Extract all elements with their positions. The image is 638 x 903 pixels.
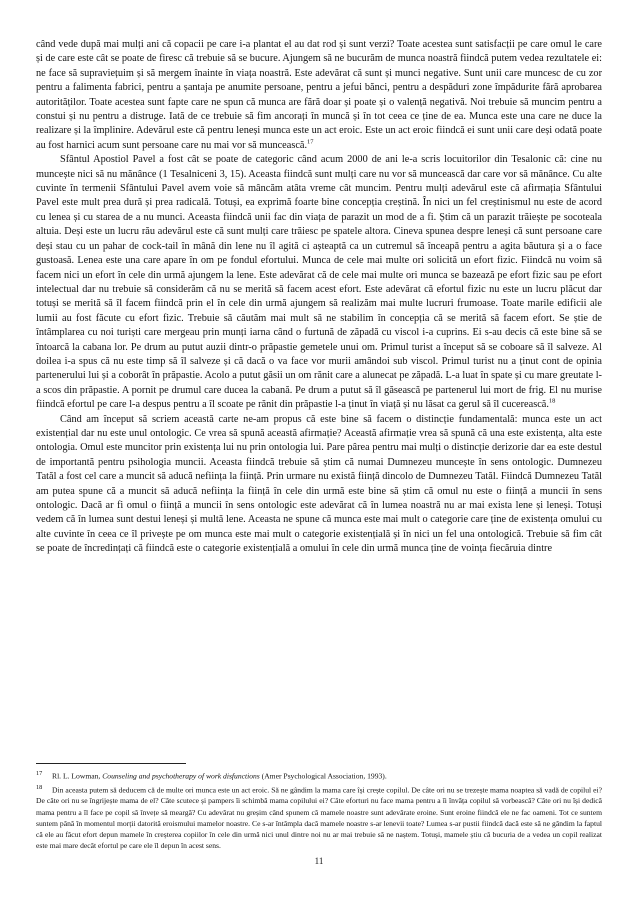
paragraph-1: când vede după mai mulți ani că copacii pe care i-a plantat el au dat rod și sunt verzi? Toate acestea sunt satisfacții pe care omul le care și de care este cât se poate de firesc că trebuie să se bucure. Ajungem să ne bucurăm de munca noastră fiindcă putem vedea rezultatele ei: ne face să supraviețuim și să mergem înainte în viața noastră. Este adevărat că sunt și munci negative. Sunt unii care muncesc de cu zor pentru a falimenta fabrici, pentru a șantaja pe anumite persoane, pentru a jefui bănci, pentru a despăduri zone împădurite fără aprobarea autorităților. Toate acestea sunt fapte care ne spun că munca are fără doar și poate și o valență negativă. Noi trebuie să muncim pentru a constui și nu pentru a distruge. Iată de ce trebuie să fim ancorați în muncă și în tot ceea ce ține de ea. Munca este una care ne duce la realizare și la împlinire. Adevărul este că pentru leneși munca este un act eroic. Este un act eroic fiindcă ei sunt unii care deși odată poate au fost harnici acum sunt persoane care nu mai vor să muncească.$^{17}$ bbox=[36, 39, 602, 151]
paragraph-3: Când am început să scriem această carte ne-am propus că este bine să facem o distincție fundamentală: munca este un act existențial dar nu este unul ontologic. Ce vrea să spună această afirmație? Această afirmație vrea să spună că una este existența, alta este ontologia. Omul este muncitor prin existența lui nu prin ontologia lui. Pare pârea pentru mai mulți o distincție derizorie dar ea este destul de importantă pentru psihologia muncii. Aceasta fiindcă trebuie să știm că numai Dumnezeu muncește în sens ontologic. Dumnezeu Tatăl a fost cel care a muncit să aducă neființa la ființă. Prin urmare nu există ființă dincolo de Dumnezeu Tatăl. Fiindcă Dumnezeu Tatăl am putea spune că a muncit să aducă neființa la ființă în cele din urmă este bine să știm că omul nu este o ființă a muncii în sens ontologic. Dacă ar fi omul o ființă a muncii în sens ontologic este adevărat că în lumea noastră nu ar mai exista lene și leneși. Totuși vedem că în lumea sunt destui leneși și multă lene. Aceasta ne spune că munca este mai mult o categorie care ține de existența omului cu alte cuvinte în ceea ce îl privește pe om munca este mai mult o categorie existențială și în nici un fel una ontologică. Trebuie să fim cât se poate de încredințați că fiindcă este o categorie existențială a omului în cele din urmă munca ține de voința fiecăruia dintre bbox=[36, 413, 602, 555]
footnote-18: $^{18}$ Din aceasta putem să deducem că de multe ori munca este un act eroic. Să ne gândim la mama care își crește copilul. De câte ori nu se trezește mama noaptea să vadă de copilul ei? De câte ori nu se îngrijește mama de el? Câte scutece și pampers îi schimbă mama copilului ei? Câte eforturi nu face mama pentru a îi învăța copilul să vorbească? Câte ori nu își dedică mama pentru a îl face pe copil să învețe să meargă? Cu adevărat nu greșim când spunem că mamele noastre sunt adevărate eroine. Sunt eroine fiindcă ele ne fac oameni. Tot ce suntem suntem până în momentul morții datorită eroismului mamelor noastre. Ce s-ar întâmpla dacă mamele noastre s-ar lenevii toate? Lumea s-ar pustii fiindcă dacă este să ne gândim la faptul că ele au făcut efort depun mamele în creșterea copiilor în cele din urmă nici unul dintre noi nu ar mai trebuie să ne naștem. Totuși, mamele știu că bucuria de a vedea un copil realizat este mai mare decât efortul pe care ele îl depun în acest sens. bbox=[36, 783, 602, 851]
footnotes bbox=[36, 768, 602, 851]
page-number: 11 bbox=[314, 856, 324, 866]
footnote-book-title: Counseling and psychotherapy of work disfunctions bbox=[102, 771, 260, 781]
footnote-17: $^{17}$ Rl. L. Lowman, Counseling and psychotherapy of work disfunctions (Amer Psychological Association, 1993). bbox=[36, 770, 387, 781]
footnote-number: 17 bbox=[36, 770, 43, 777]
footnote-separator bbox=[36, 763, 186, 764]
footnote-ref-17[interactable]: 17 bbox=[307, 138, 314, 146]
main-text bbox=[36, 38, 602, 557]
paragraph-2: Sfântul Apostiol Pavel a fost cât se poate de categoric când acum 2000 de ani le-a scris locuitorilor din Tesalonic că: cine nu muncește nici să nu mănânce (1 Tesalniceni 3, 15). Aceasta fiindcă sunt mulți care nu vor să muncească dar care vor să mănânce. Cu alte cuvinte în termenii Sfântului Pavel avem voie să mâncăm atâta vreme cât muncim. Pentru mulți adevărul este că afirmația Sfântului Pavel este mult prea dură și prea radicală. Totuși, ea exprimă foarte bine concepția creștină. În nici un fel creștinismul nu este de acord cu lenea și cu starea de a nu munci. Aceasta fiindcă unii fac din viața de parazit un mod de a fi. Știm că un parazit trăiește pe socoteala altuia. Deși este un lucru rău adevărul este că sunt mulți care trăiesc pe spatele altora. Cineva spunea despre leneși că sunt persoane care deși stau cu un pahar de cock-tail în mână din lene nu îl agită ci așteaptă ca un cutremul să înceapă pentru a agita băutura și a o face gustoasă. Lenea este una care apare în om pe fondul efortului. Munca de cele mai multe ori solicită un efort fizic. Fiindcă nu voim să facem nici un efort în cele din urmă ajungem la lene. Este adevărat că de cele mai multe ori munca se bazează pe efort fizic sau pe efort intelectual dar nu trebuie să considerăm că nu se merită să facem acest efort. Este adevărat că efortul fizic nu este un lucru plăcut dar totuși se merită să îl facem fiindcă prin el în cele din urmă ajungem să realizăm mai multe lucruri frumoase. Toate marile edificii ale lumii au fost făcute cu efort fizic. Trebuie să căutăm mai mult să ne stabilim în concepția că se merită să facem efort. Se știe de întâmplarea cu noi turiști care mergeau prin munți iarna când o furtună de zăpadă cu viscol i-a cuprins. Ei s-au decis că este bine să se întoarcă la cabana lor. Pe drum au putut auzii dintr-o prăpastie gemetele unui om. Primul turist a început să se coboare să îl salveze. Al doilea i-a spus că nu este timp să îl salveze și că dacă o va face vor murii amândoi sub viscol. Primul turist nu a ținut cont de opinia partenerului lui și a coborât în prăpastie. Acolo a putut găsii un om rănit care a alunecat pe zăpadă. L-a luat în spate și cu mare greutate l-a scos din prăpastie. A pornit pe drumul care ducea la cabană. Pe drum a putut să îl găsească pe partenerul lui mort de frig. El nu murise fiindcă efortul pe care l-a despus pentru a îl scoate pe rănit din prăpastie l-a ținut în viață și nu lăsat ca gerul să îl cucerească.$^{18}$ bbox=[36, 154, 602, 411]
footnote-ref-18[interactable]: 18 bbox=[548, 397, 556, 405]
footnote-number: 18 bbox=[36, 783, 43, 791]
